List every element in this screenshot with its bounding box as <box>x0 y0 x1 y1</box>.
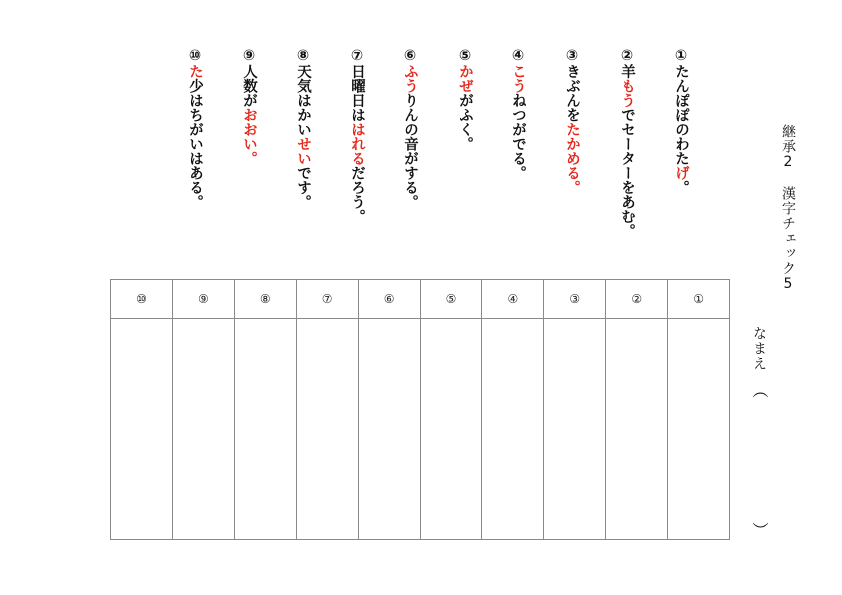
question-text: ねつがでる。 <box>510 93 526 180</box>
answer-column-number: ① <box>668 280 729 319</box>
answer-column-number: ⑩ <box>111 280 172 319</box>
question-number: ⑧ <box>295 48 311 64</box>
answer-column <box>605 280 667 539</box>
question-text: たんぽぽのわた <box>673 64 689 166</box>
answer-column <box>172 280 234 539</box>
question-10 <box>186 48 203 209</box>
question-4 <box>509 48 526 180</box>
question-target-reading: もう <box>619 78 635 108</box>
question-number: ④ <box>510 48 526 64</box>
question-text: 。 <box>673 180 689 195</box>
answer-box[interactable] <box>111 319 172 539</box>
answer-box[interactable] <box>606 319 667 539</box>
question-text: でセーターをあむ。 <box>619 107 635 238</box>
question-1 <box>672 48 689 195</box>
answer-column <box>543 280 605 539</box>
question-8 <box>294 48 311 209</box>
question-5 <box>456 48 473 151</box>
question-number: ② <box>619 48 635 64</box>
question-target-reading: はれる <box>349 122 365 166</box>
question-text: 日曜日は <box>349 64 365 122</box>
question-text: 天気はかい <box>295 64 311 137</box>
question-number: ⑦ <box>349 48 365 64</box>
question-text: りんの音がする。 <box>402 93 418 209</box>
question-number: ⑤ <box>457 48 473 64</box>
answer-box[interactable] <box>421 319 482 539</box>
answer-column-number: ⑦ <box>297 280 358 319</box>
answer-column-number: ⑤ <box>421 280 482 319</box>
question-3 <box>563 48 580 195</box>
question-target-reading: おおい。 <box>241 107 257 166</box>
answer-box[interactable] <box>297 319 358 539</box>
name-label: なまえ <box>751 326 767 371</box>
answer-column <box>481 280 543 539</box>
answer-column <box>296 280 358 539</box>
question-number: ⑩ <box>187 48 203 64</box>
answer-box[interactable] <box>668 319 729 539</box>
question-target-reading: たかめる。 <box>564 122 580 195</box>
question-target-reading: ふう <box>402 64 418 93</box>
question-7 <box>348 48 365 224</box>
answer-column-number: ⑨ <box>173 280 234 319</box>
answer-box[interactable] <box>235 319 296 539</box>
answer-column <box>667 280 729 539</box>
name-paren-open: （ <box>750 382 769 398</box>
question-target-reading: げ <box>673 165 689 180</box>
answer-box[interactable] <box>482 319 543 539</box>
question-target-reading: せい <box>295 136 311 166</box>
question-2 <box>618 48 635 238</box>
question-number: ③ <box>564 48 580 64</box>
question-text: 人数が <box>241 64 257 108</box>
name-paren-close: ） <box>750 522 769 538</box>
answer-column <box>234 280 296 539</box>
question-9 <box>240 48 257 166</box>
question-number: ⑥ <box>402 48 418 64</box>
answer-column-number: ② <box>606 280 667 319</box>
worksheet-title: 継承2 漢字チェック5 <box>780 124 796 293</box>
name-field[interactable] <box>748 326 772 546</box>
question-text: だろう。 <box>349 165 365 224</box>
question-text: きぶんを <box>564 64 580 122</box>
answer-column-number: ③ <box>544 280 605 319</box>
question-number: ⑨ <box>241 48 257 64</box>
question-text: 羊 <box>619 64 635 79</box>
answer-column-number: ⑧ <box>235 280 296 319</box>
question-6 <box>401 48 418 209</box>
question-target-reading: こう <box>510 64 526 93</box>
answer-box[interactable] <box>359 319 420 539</box>
question-number: ① <box>673 48 689 64</box>
question-text: 少はちがいはある。 <box>187 78 203 209</box>
answer-grid <box>110 279 730 540</box>
answer-box[interactable] <box>544 319 605 539</box>
answer-column <box>420 280 482 539</box>
answer-column-number: ④ <box>482 280 543 319</box>
question-target-reading: た <box>187 64 203 79</box>
answer-column <box>111 280 172 539</box>
answer-column <box>358 280 420 539</box>
answer-box[interactable] <box>173 319 234 539</box>
question-text: です。 <box>295 165 311 209</box>
answer-column-number: ⑥ <box>359 280 420 319</box>
question-target-reading: かぜ <box>457 64 473 93</box>
question-text: がふく。 <box>457 93 473 151</box>
